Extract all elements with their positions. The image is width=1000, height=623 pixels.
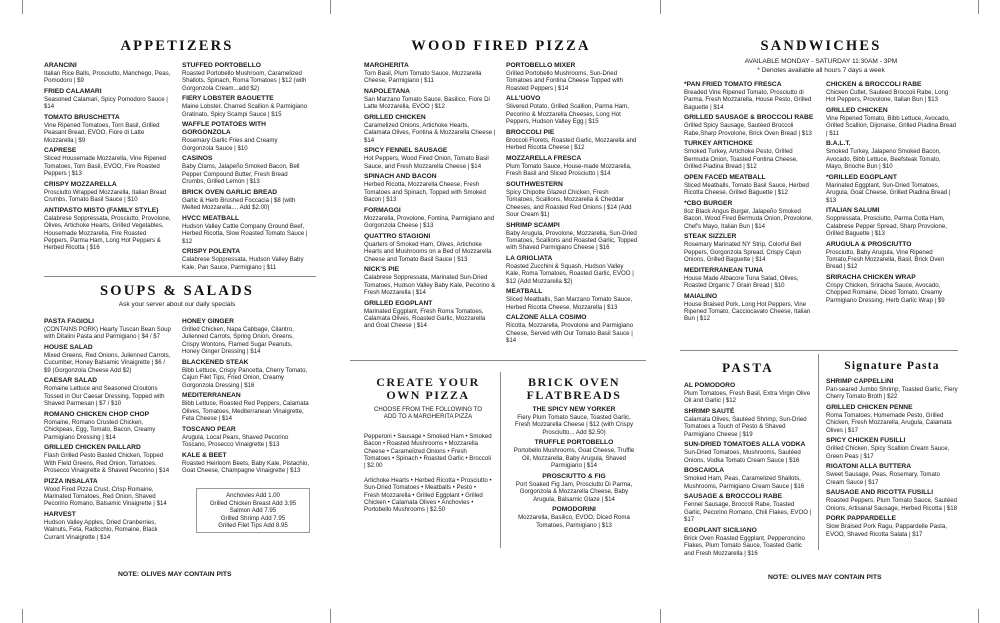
- menu-item-description: Mixed Greens, Red Onions, Julienned Carrots, Cucumber, Honey Balsamic Vinaigrette | $6 / $9 (Gorgonzola Cheese Add $2): [44, 352, 171, 374]
- menu-item-description: Portobello Mushrooms, Goat Cheese, Truffle Oil, Mozzarella, Baby Arugula, Shaved Parmigiano | $14: [513, 447, 635, 470]
- soups-right-column: [182, 318, 310, 544]
- menu-item: [684, 467, 812, 490]
- flatbreads-title-1: BRICK OVEN: [527, 375, 620, 389]
- trim-mark: [22, 609, 23, 623]
- fold-mark: [660, 609, 661, 623]
- menu-item-description: Grilled Chicken, Napa Cabbage, Cilantro, Julienned Carrots, Spring Onion, Greens, Crispy Wontons, Flamed Sugar Peanuts, Honey Ginger Dressing | $14: [182, 326, 294, 356]
- menu-item-name: BLACKENED STEAK: [182, 358, 249, 366]
- menu-item-description: Soppressata, Prosciutto, Parma Cotta Ham, Calabrese Pepper Spread, Sharp Provolone, Grilled Baguette | $13: [826, 215, 947, 238]
- menu-item: [684, 200, 816, 230]
- menu-item-description: Baby Clams, Jalapeño Smoked Bacon, Bell Pepper Compound Butter, Fresh Bread Crumbs, Grilled Lemon | $13: [182, 163, 300, 186]
- appetizers-title: APPETIZERS: [120, 38, 234, 54]
- soups-salads-title: SOUPS & SALADS: [99, 283, 255, 299]
- menu-item-description: (CONTAINS PORK) Hearty Tuscan Bean Soup with Ditalini Pasta and Parmigiano | $4 / $7: [44, 326, 171, 341]
- menu-item-description: Grilled Portobello Mushrooms, Sun-Dried Tomatoes and Fontina Cheese Topped with Roasted Peppers | $14: [506, 70, 624, 92]
- menu-item: [182, 215, 310, 245]
- menu-item-description: Fiery Plum Tomato Sauce, Toasted Garlic, Fresh Mozzarella Cheese | $12 (with Crispy Prosciutto... Add $2.50): [514, 414, 634, 436]
- menu-item-description: Smoked Turkey, Artichoke Pesto, Grilled Bermuda Onion, Toasted Fontina Cheese, Grilled Piadina Bread | $12: [684, 148, 798, 171]
- menu-item-name: QUATTRO STAGIONI: [364, 232, 431, 240]
- signature-pasta-title: Signature Pasta: [844, 360, 940, 372]
- menu-item-description: San Marzano Tomato Sauce, Basilico, Fiore Di Latte Mozzarella, EVOO | $12: [364, 96, 490, 111]
- menu-item-name: GRILLED CHICKEN: [826, 107, 888, 114]
- menu-item-name: PROSCIUTTO & FIG: [542, 472, 606, 480]
- sandwiches-right-column: [826, 81, 958, 326]
- menu-item-name: MEDITERRANEAN TUNA: [684, 266, 764, 274]
- menu-item: [826, 515, 958, 538]
- menu-item: [506, 62, 638, 92]
- menu-item-name: SUN-DRIED TOMATOES ALLA VODKA: [684, 441, 806, 449]
- menu-item: [510, 473, 638, 503]
- menu-item-description: Port Soaked Fig Jam, Prosciutto Di Parma, Gorgonzola & Mozzarella Cheese, Baby Arugula, Balsamic Glaze | $14: [515, 480, 633, 503]
- menu-item: [826, 437, 958, 460]
- menu-item-name: TURKEY ARTICHOKE: [684, 140, 753, 148]
- menu-item: [364, 207, 496, 230]
- menu-item-name: MAIALINO: [684, 292, 718, 300]
- menu-item-description: Romaine, Romano Crusted Chicken, Chickpeas, Egg, Tomato, Bacon, Creamy Parmigiano Dressing | $14: [44, 418, 156, 441]
- menu-item-name: HARVEST: [44, 511, 76, 519]
- menu-item-description: Prosciutto Wrapped Mozzarella, Italian Bread Crumbs, Tomato Basil Sauce | $10: [44, 188, 167, 204]
- menu-item: [684, 233, 816, 263]
- menu-item-description: Chicken Cutlet, Sauteed Broccoli Rabe, Long Hot Peppers, Provolone, Italian Bun | $13: [826, 89, 949, 104]
- menu-item: [44, 511, 172, 541]
- pizza-section: [364, 38, 638, 348]
- pasta-title: PASTA: [722, 360, 774, 375]
- menu-item-name: FRIED CALAMARI: [44, 88, 102, 95]
- menu-item-name: B.A.L.T.: [826, 140, 851, 148]
- menu-item-name: ITALIAN SALUMI: [826, 207, 880, 215]
- menu-item: [826, 241, 958, 271]
- menu-item: [44, 478, 172, 508]
- menu-item-description: Flash Grilled Pesto Basted Chicken, Topped With Field Greens, Red Onion, Tomatoes, Prosecco Vinaigrette & Shaved Pecorino | $14: [44, 452, 170, 475]
- menu-item: [826, 463, 958, 486]
- menu-item-description: Roasted Portobello Mushroom, Caramelized Shallots, Spinach, Roma Tomatoes | $12 (with Gorgonzola Cream...add $2): [182, 70, 307, 92]
- menu-item-description: Spicy Chipotle Glazed Chicken, Fresh Tomatoes, Scallions, Mozzarella & Cheddar Cheeses, and Roasted Red Onions | $14 (Add Sour Cream $1): [506, 188, 632, 219]
- menu-item: [506, 95, 638, 125]
- menu-item: [510, 439, 638, 469]
- menu-item-name: TOSCANO PEAR: [182, 425, 236, 433]
- menu-item-name: SPINACH AND BACON: [364, 173, 437, 181]
- menu-item-description: House Made Albacore Tuna Salad, Olives, Roasted Organic 7 Grain Bread | $10: [684, 274, 799, 290]
- menu-item-name: CASINOS: [182, 155, 213, 163]
- menu-item-description: House Braised Pork, Long Hot Peppers, Vine Ripened Tomato, Cacciocavalo Cheese, Italian Bun | $12: [684, 300, 811, 323]
- menu-item-name: SPICY FENNEL SAUSAGE: [364, 147, 448, 155]
- sandwiches-title: SANDWICHES: [760, 38, 882, 54]
- menu-item-name: EGGPLANT SICILIANO: [684, 526, 757, 534]
- menu-item-name: HONEY GINGER: [182, 318, 234, 325]
- menu-item-name: LA GRIGLIATA: [506, 255, 553, 263]
- menu-item-description: Marinated Eggplant, Sun-Dried Tomatoes, Arugula, Goat Cheese, Grilled Piadina Bread | $13: [826, 181, 951, 204]
- soups-salads-section: [44, 283, 310, 544]
- sandwiches-hours: AVAILABLE MONDAY - SATURDAY 11:30AM - 3PM: [744, 58, 898, 65]
- menu-item: [44, 207, 172, 252]
- menu-item-description: Hot Peppers, Wood Fired Onion, Tomato Basil Sauce, and Fresh Mozzarella Cheese | $14: [364, 155, 489, 170]
- menu-item-description: Sliced Meatballs, San Marzano Tomato Sauce, Herbed Ricotta Cheese, Mozzarella | $13: [506, 296, 633, 311]
- menu-item: [684, 382, 812, 405]
- menu-item-description: Herbed Ricotta, Mozzarella Cheese, Fresh Tomatoes and Spinach, Topped with Smoked Bacon | $13: [364, 181, 486, 204]
- menu-item-description: Smoked Ham, Peas, Caramelized Shallots, Mushrooms, Parmigiano Cream Sauce | $16: [684, 475, 805, 490]
- menu-item-name: *CBO BURGER: [684, 199, 733, 207]
- menu-item: [506, 288, 638, 311]
- menu-item-description: Plum Tomatoes, Fresh Basil, Extra Virgin Olive Oil and Garlic | $12: [684, 390, 811, 405]
- menu-item: [684, 527, 812, 557]
- menu-item: [364, 62, 496, 85]
- menu-item: [182, 452, 310, 475]
- menu-item-name: PORK PAPPARDELLE: [826, 515, 896, 523]
- flatbreads-title-2: FLATBREADS: [526, 388, 622, 402]
- menu-item-name: RIGATONI ALLA BUTTERA: [826, 463, 912, 471]
- menu-item-name: GRILLED CHICKEN PAILLARD: [44, 444, 141, 452]
- menu-item-description: Garlic & Herb Brushed Foccacia | $8 (with Melted Mozzarella.... Add $2.00): [182, 196, 296, 212]
- menu-item: [182, 62, 310, 92]
- menu-item: [364, 114, 496, 144]
- menu-item: [364, 233, 496, 263]
- menu-item-description: Wood Fired Pizza Crust, Crisp Romaine, Marinated Tomatoes, Red Onion, Shaved Pecorino Romano, Balsamic Vinaigrette | $14: [44, 485, 167, 508]
- fold-mark: [330, 0, 331, 14]
- sandwiches-note: * Denotes available all hours 7 days a week: [757, 67, 885, 74]
- menu-item: [684, 114, 816, 137]
- menu-item: [684, 81, 816, 111]
- menu-item-name: WAFFLE POTATOES WITH GORGONZOLA: [182, 121, 266, 137]
- menu-item-description: Rosemary Garlic Fries and Creamy Gorgonzola Sauce | $10: [182, 137, 278, 152]
- appetizers-left-column: [44, 62, 172, 274]
- toppings-list-1: Pepperoni • Sausage • Smoked Ham • Smoked Bacon • Roasted Mushrooms • Mozzarella Cheese • Caramelized Onions • Fresh Tomatoes • Spinach • Roasted Garlic • Broccoli | $2.00: [364, 432, 492, 470]
- menu-item-description: Hudson Valley Cattle Company Ground Beef, Herbed Ricotta, Slow Roasted Tomato Sauce | $12: [182, 222, 308, 245]
- menu-item-name: MARGHERITA: [364, 62, 409, 69]
- menu-item-description: Bibb Lettuce, Crispy Pancetta, Cherry Tomato, Cajun Filet Tips, Fried Onion, Creamy Gorgonzola Dressing | $16: [182, 366, 308, 389]
- trim-mark: [978, 0, 979, 14]
- menu-item: [826, 207, 958, 237]
- menu-item-name: CAPRESE: [44, 147, 77, 155]
- menu-item-name: CALZONE ALLA COSIMO: [506, 314, 587, 322]
- menu-item: [44, 377, 172, 407]
- trim-mark: [978, 609, 979, 623]
- appetizers-section: [44, 38, 310, 274]
- menu-item: [44, 88, 172, 111]
- flatbreads-list: [510, 406, 638, 529]
- menu-item-description: Brick Oven Roasted Eggplant, Pepperoncino Flakes, Plum Tomato Sauce, Toasted Garlic and Fresh Mozzarella | $16: [684, 534, 805, 557]
- addon-line: Grilled Filet Tips Add 8.95: [218, 522, 288, 530]
- menu-item: [684, 267, 816, 290]
- menu-item-name: ROMANO CHICKEN CHOP CHOP: [44, 410, 150, 418]
- menu-item: [506, 222, 638, 252]
- menu-item-name: TRUFFLE PORTOBELLO: [534, 439, 614, 447]
- menu-item-name: FORMAGGI: [364, 206, 401, 214]
- right-divider-h: [680, 350, 958, 351]
- salad-addons: [196, 488, 310, 533]
- pasta-list: [684, 382, 812, 557]
- pizza-title: WOOD FIRED PIZZA: [411, 38, 591, 54]
- menu-item-name: ALL'UOVO: [506, 95, 541, 103]
- addon-line: Salmon Add 7.95: [229, 507, 277, 515]
- menu-item: [44, 62, 172, 85]
- menu-item-description: Grilled Chicken, Spicy Scallion Cream Sauce, Green Peas | $17: [826, 445, 950, 460]
- menu-item: [44, 444, 172, 474]
- menu-item: [44, 411, 172, 441]
- menu-item-description: Grilled Spicy Sausage, Sautéed Broccoli Rabe,Sharp Provolone, Brick Oven Bread | $13: [684, 122, 812, 137]
- menu-item-name: GRILLED EGGPLANT: [364, 299, 433, 307]
- menu-item-description: Breaded Vine Ripened Tomato, Prosciutto di Parma, Fresh Mozzarella, House Pesto, Grilled Baguette | $14: [684, 89, 812, 111]
- menu-item-description: Prosciutto, Baby Arugula, Vine Ripened Tomato,Fresh Mozzarella, Basil, Brick Oven Bread | $12: [826, 248, 945, 271]
- menu-item-name: *PAN FRIED TOMATO FRESCA: [684, 81, 782, 88]
- menu-item-name: FIERY LOBSTER BAGUETTE: [182, 95, 274, 103]
- trim-mark: [22, 0, 23, 14]
- menu-item-name: PORTOBELLO MIXER: [506, 62, 576, 69]
- menu-item: [826, 140, 958, 170]
- menu-item-name: SAUSAGE AND RICOTTA FUSILLI: [826, 489, 934, 497]
- menu-item-description: Fennel Sausage, Broccoli Rabe, Toasted Garlic, Pecorino Romano, Chili Flakes, EVOO | $17: [684, 501, 812, 524]
- menu-item: [826, 404, 958, 434]
- menu-item: [364, 88, 496, 111]
- menu-item-description: Arugula, Local Pears, Shaved Pecorino Toscano, Prosecco Vinaigrette | $13: [182, 433, 289, 449]
- menu-item-description: Quarters of Smoked Ham, Olives, Artichoke Hearts and Mushrooms on a Bed of Mozzarella Cheese and Tomato Basil Sauce | $13: [364, 240, 492, 263]
- menu-item-description: Pan-seared Jumbo Shrimp, Toasted Garlic, Fiery Cherry Tomato Broth | $22: [826, 386, 958, 401]
- menu-item-name: OPEN FACED MEATBALL: [684, 173, 766, 181]
- addon-line: Grilled Shrimp Add 7.95: [220, 514, 286, 522]
- menu-item-name: KALE & BEET: [182, 451, 227, 459]
- menu-item-name: MOZZARELLA FRESCA: [506, 154, 582, 162]
- appetizers-right-column: [182, 62, 310, 274]
- menu-item: [182, 426, 310, 449]
- menu-item-name: BRICK OVEN GARLIC BREAD: [182, 188, 278, 196]
- menu-item: [506, 155, 638, 178]
- middle-divider-h: [350, 360, 646, 361]
- menu-item-name: BROCCOLI PIE: [506, 128, 555, 136]
- fold-mark: [330, 609, 331, 623]
- menu-item-description: Slivered Potato, Grilled Scallion, Parma Ham, Pecorino & Mozzarella Cheeses, Long Hot Peppers, Hudson Valley Egg | $15: [506, 103, 629, 126]
- right-divider-v: [818, 354, 819, 550]
- menu-item: [506, 129, 638, 152]
- menu-item-name: *GRILLED EGGPLANT: [826, 173, 897, 181]
- menu-item: [684, 140, 816, 170]
- menu-item: [506, 314, 638, 344]
- menu-item: [44, 114, 172, 144]
- menu-item: [684, 174, 816, 197]
- menu-item: [182, 155, 310, 185]
- menu-item-name: HVCC MEATBALL: [182, 214, 240, 222]
- menu-item: [684, 293, 816, 323]
- menu-item-description: Roma Tomatoes, Homemade Pesto, Grilled Chicken, Fresh Mozzarella, Arugula, Calamata Olives | $17: [826, 412, 952, 434]
- menu-item-name: MEDITERRANEAN: [182, 392, 241, 400]
- menu-item-name: SHRIMP CAPPELLINI: [826, 378, 894, 385]
- menu-item: [826, 274, 958, 304]
- menu-item: [364, 266, 496, 296]
- menu-item: [44, 147, 172, 177]
- middle-divider-v: [500, 372, 501, 548]
- menu-item: [684, 493, 812, 523]
- menu-item-name: SAUSAGE & BROCCOLI RABE: [684, 493, 783, 501]
- menu-item-name: STUFFED PORTOBELLO: [182, 62, 262, 69]
- menu-item-description: Mozzarella, Provolone, Fontina, Parmigiano and Gorgonzola Cheese | $13: [364, 214, 495, 230]
- menu-item-description: Roasted Peppers, Plum Tomato Sauce, Sautéed Onions, Artisanal Sausage, Herbed Ricotta | $18: [826, 497, 957, 512]
- olives-note-right: NOTE: OLIVES MAY CONTAIN PITS: [768, 574, 882, 581]
- fold-mark: [660, 0, 661, 14]
- menu-item-name: SPICY CHICKEN FUSILLI: [826, 437, 906, 445]
- menu-item: [506, 255, 638, 285]
- menu-item-name: GRILLED SAUSAGE & BROCCOLI RABE: [684, 114, 814, 122]
- menu-item: [44, 344, 172, 374]
- menu-item-description: Vine Ripened Tomatoes, Torn Basil, Grilled Peasant Bread, EVOO, Fiore di Latte Mozzarella | $9: [44, 122, 160, 144]
- menu-item-name: NICK'S PIE: [364, 266, 400, 274]
- menu-item: [510, 406, 638, 436]
- menu-item-description: Hudson Valley Apples, Dried Cranberries, Walnuts, Feta, Radicchio, Romaine, Black Currant Vinaigrette | $14: [44, 519, 158, 541]
- menu-item: [182, 392, 310, 422]
- menu-item-name: SHRIMP SCAMPI: [506, 221, 560, 229]
- menu-item-name: GRILLED CHICKEN PENNE: [826, 404, 913, 411]
- menu-item-description: Calamata Olives, Sautéed Shrimp, Sun-Dried Tomatoes a Touch of Pesto & Shaved Parmigiano Cheese | $19: [684, 416, 807, 438]
- create-pizza-section: [364, 376, 492, 514]
- menu-item-description: Romaine Lettuce and Seasoned Croutons Tossed in Our Caesar Dressing, Topped with Shaved Parmesan | $7 / $10: [44, 385, 165, 408]
- create-pizza-title-1: CREATE YOUR: [376, 375, 480, 389]
- menu-item-name: BOSCAIOLA: [684, 467, 725, 475]
- menu-item-name: ANTIPASTO MISTO (FAMILY STYLE): [44, 206, 159, 214]
- menu-item: [684, 408, 812, 438]
- menu-item: [182, 359, 310, 389]
- menu-item-name: PIZZA INSALATA: [44, 477, 98, 485]
- soups-salads-subtitle: Ask your server about our daily specials: [118, 301, 236, 308]
- addon-line: Grilled Chicken Breast Add 3.95: [209, 499, 297, 507]
- create-pizza-subtitle: CHOOSE FROM THE FOLLOWING TO ADD TO A MARGHERITA PIZZA: [373, 406, 482, 421]
- menu-item-name: NAPOLETANA: [364, 88, 410, 95]
- menu-item: [182, 318, 310, 356]
- menu-item: [44, 181, 172, 204]
- menu-item: [364, 300, 496, 330]
- menu-item-description: Maine Lobster, Charred Scallion & Parmigiano Gratinato, Spicy Scampi Sauce | $15: [182, 103, 307, 118]
- menu-item: [44, 318, 172, 341]
- menu-item: [684, 441, 812, 464]
- menu-item: [364, 173, 496, 203]
- menu-item-description: Calabrese Soppressata, Prosciutto, Provolone, Olives, Artichoke Hearts, Grilled Vegetables, Housemade Mozzarella, Fire Roasted Peppers, Parma Ham, Long Hot Peppers & Herbed Ricotta | $16: [44, 214, 171, 252]
- menu-item: [826, 174, 958, 204]
- menu-item-description: Mozzarella, Basilico, EVOO, Diced Roma Tomatoes, Parmigiano | $13: [518, 514, 630, 529]
- addon-line: Anchovies Add 1.00: [226, 492, 280, 500]
- menu-item: [182, 189, 310, 212]
- menu-item: [826, 378, 958, 401]
- flatbreads-section: [510, 376, 638, 532]
- menu-item-description: Crispy Chicken, Sriracha Sauce, Avocado, Chopped Romaine, Diced Tomato, Creamy Parmigiano Dressing, Herb Garlic Wrap | $9: [826, 282, 945, 304]
- toppings-list-2: Artichoke Hearts • Herbed Ricotta • Prosciutto • Sun-Dried Tomatoes • Meatballs • Pesto • Fresh Mozzarella • Grilled Eggplant • Grilled Chicken • Calamata Olives • Anchovies • Portobello Mushrooms | $2.50: [364, 476, 492, 514]
- menu-item-description: Calabrese Soppressata, Hudson Valley Baby Kale, Pan Sauce, Parmigiano | $11: [182, 256, 304, 271]
- menu-item-description: Broccoli Florets, Roasted Garlic, Mozzarella and Herbed Ricotta Cheese | $12: [506, 136, 637, 152]
- menu-item: [182, 248, 310, 271]
- menu-item-description: Italian Rice Balls, Prosciutto, Manchego, Peas, Pomodoro | $9: [44, 70, 171, 85]
- menu-item-description: Sweet Sausage, Peas, Rosemary, Tomato Cream Sauce | $17: [826, 471, 940, 486]
- menu-item-name: SRIRACHA CHICKEN WRAP: [826, 274, 916, 282]
- sandwiches-section: [684, 38, 958, 326]
- menu-item-name: CRISPY POLENTA: [182, 248, 241, 256]
- menu-item-name: TOMATO BRUSCHETTA: [44, 114, 120, 121]
- menu-item-name: SOUTHWESTERN: [506, 180, 563, 188]
- menu-item-description: Bibb Lettuce, Roasted Red Peppers, Calamata Olives, Tomatoes, Mediterranean Vinaigrette, Feta Cheese | $14: [182, 400, 309, 423]
- menu-item-description: Caramelized Onions, Artichoke Hearts, Calamata Olives, Fontina & Mozzarella Cheese | $14: [364, 122, 496, 144]
- menu-item-description: Slow Braised Pork Ragu, Pappardelle Pasta, EVOO, Shaved Ricotta Salata | $17: [826, 523, 947, 538]
- menu-item-description: 8oz Black Angus Burger, Jalapeño Smoked Bacon, Wood Fired Bermuda Onion, Provolone, Chef's Mayo, Italian Bun | $14: [684, 207, 813, 230]
- menu-item-description: Smoked Turkey, Jalapeno Smoked Bacon, Avocado, Bibb Lettuce, Beefsteak Tomato, Mayo, Brioche Bun | $10: [826, 148, 941, 171]
- menu-item-description: Plum Tomato Sauce, House-made Mozzarella, Fresh Basil and Sliced Prosciutto | $14: [506, 162, 632, 178]
- signature-pasta-section: [826, 360, 958, 541]
- menu-item-description: Seasoned Calamari, Spicy Pomodoro Sauce | $14: [44, 96, 168, 111]
- menu-item: [826, 81, 958, 104]
- menu-item: [506, 181, 638, 219]
- menu-item-description: Baby Arugula, Provolone, Mozzarella, Sun-Dried Tomatoes, Scallions and Roasted Garlic, Topped with Shaved Parmigiano Cheese | $16: [506, 229, 638, 252]
- menu-item-description: Ricotta, Mozzarella, Provolone and Parmigiano Cheese, Served with Our Tomato Basil Sauce | $14: [506, 322, 634, 345]
- signature-pasta-list: [826, 378, 958, 538]
- menu-item-description: Sliced Meatballs, Tomato Basil Sauce, Herbed Ricotta Cheese, Grilled Baguette | $12: [684, 181, 809, 197]
- menu-item-name: SHRIMP SAUTÉ: [684, 408, 735, 415]
- pasta-section: [684, 360, 812, 560]
- menu-item-description: Torn Basil, Plum Tomato Sauce, Mozzarella Cheese, Parmigiano | $11: [364, 70, 482, 85]
- menu-item-description: Roasted Heirloom Beets, Baby Kale, Pistachio, Goat Cheese, Champagne Vinaigrette | $13: [182, 459, 310, 475]
- menu-item: [364, 147, 496, 170]
- menu-item-name: CHICKEN & BROCCOLI RABE: [826, 81, 922, 88]
- olives-note-left: NOTE: OLIVES MAY CONTAIN PITS: [118, 571, 232, 578]
- menu-item-name: GRILLED CHICKEN: [364, 114, 426, 121]
- menu-item-description: Rosemary Marinated NY Strip, Colorful Bell Peppers, Gorgonzola Spread, Crispy Cajun Onions, Grilled Baguette | $14: [684, 241, 802, 264]
- menu-item-description: Sliced Housemade Mozzarella, Vine Ripened Tomatoes, Torn Basil, EVOO, Fire Roasted Peppers | $13: [44, 155, 167, 178]
- menu-item-description: Vine Ripened Tomato, Bibb Lettuce, Avocado, Grilled Scallion, Dijonaise, Grilled Piadina Bread | $11: [826, 115, 957, 137]
- menu-item-name: AL POMODORO: [684, 382, 736, 389]
- soups-left-column: [44, 318, 172, 544]
- menu-item-name: POMODORINI: [552, 506, 596, 514]
- menu-item-name: THE SPICY NEW YORKER: [532, 406, 616, 413]
- menu-item-description: Marinated Eggplant, Fresh Roma Tomatoes, Calamata Olives, Roasted Garlic, Mozzarella and Goat Cheese | $14: [364, 307, 486, 330]
- menu-item-name: STEAK SIZZLER: [684, 233, 737, 241]
- menu-item: [826, 489, 958, 512]
- menu-item-name: PASTA FAGIOLI: [44, 318, 95, 325]
- menu-item: [826, 107, 958, 137]
- pizza-right-column: [506, 62, 638, 348]
- menu-item-description: Roasted Zucchini & Squash, Hudson Valley Kale, Roma Tomatoes, Roasted Garlic, EVOO | $12 (Add Mozzarella $2): [506, 263, 634, 285]
- left-divider: [44, 276, 316, 277]
- create-pizza-title-2: OWN PIZZA: [386, 388, 470, 402]
- menu-item-description: Sun-Dried Tomatoes, Mushrooms, Sautéed Onions, Vodka Tomato Cream Sauce | $16: [684, 449, 801, 464]
- menu-item-name: ARUGULA & PROSCIUTTO: [826, 240, 912, 248]
- menu-item-name: CRISPY MOZZARELLA: [44, 180, 117, 188]
- menu-item-name: HOUSE SALAD: [44, 344, 93, 351]
- menu-item-description: Calabrese Soppressata, Marinated Sun-Dried Tomatoes, Hudson Valley Baby Kale, Pecorino & Fresh Mozzarella | $14: [364, 274, 496, 297]
- menu-item-name: ARANCINI: [44, 62, 77, 69]
- pizza-left-column: [364, 62, 496, 348]
- menu-item-name: MEATBALL: [506, 288, 543, 296]
- menu-item: [182, 95, 310, 118]
- menu-item-name: CAESAR SALAD: [44, 377, 98, 385]
- sandwiches-left-column: [684, 81, 816, 326]
- menu-item: [182, 121, 310, 152]
- menu-item: [510, 506, 638, 529]
